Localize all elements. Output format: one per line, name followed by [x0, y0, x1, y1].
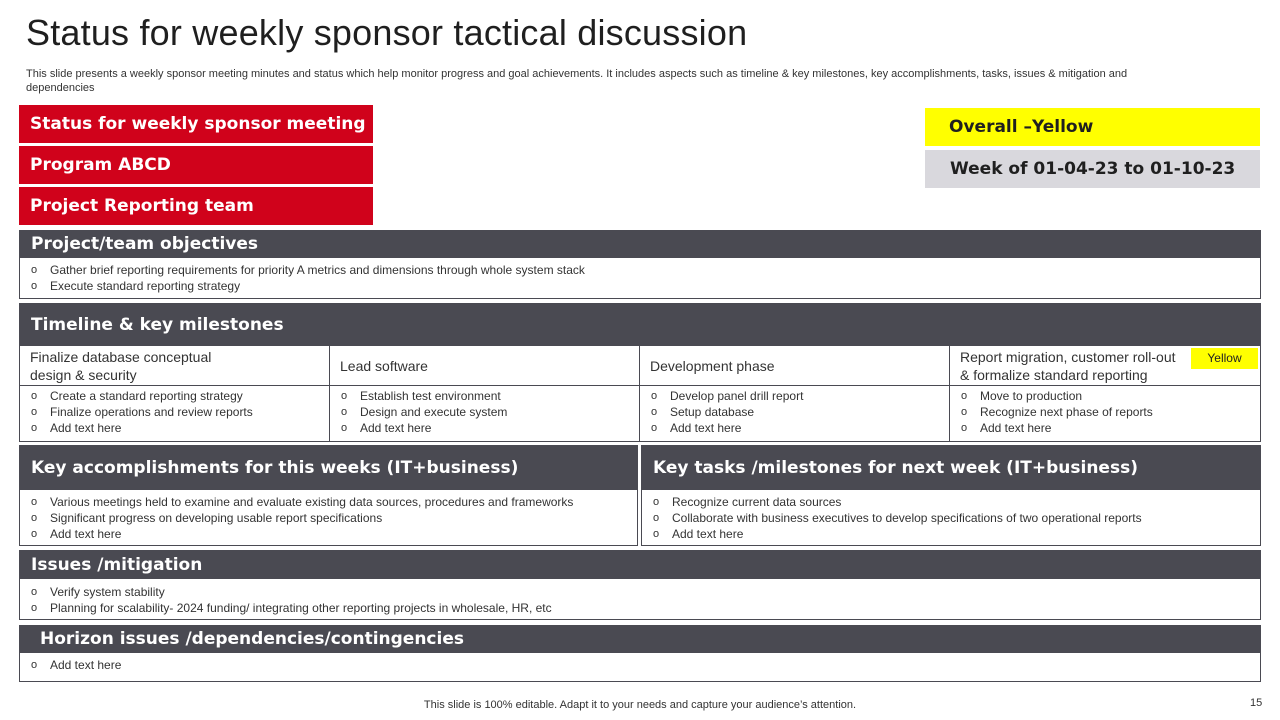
week-range-label: Week of 01-04-23 to 01-10-23 — [925, 150, 1260, 188]
milestone-title: Lead software — [340, 358, 428, 374]
milestone-title: Development phase — [650, 358, 775, 374]
list-item: o Planning for scalability- 2024 funding/ integrating other reporting projects in wholesale, HR, etc — [31, 600, 1260, 616]
tasks-panel — [641, 445, 1261, 546]
footer-note: This slide is 100% editable. Adapt it to your needs and capture your audience’s attention. — [423, 699, 857, 711]
milestone-list — [20, 386, 329, 436]
list-item: o Setup database — [651, 404, 949, 420]
overall-status-badge: Overall –Yellow — [925, 108, 1260, 146]
team-label: Project Reporting team — [19, 187, 373, 225]
tasks-list — [642, 490, 1260, 542]
milestone-status-badge: Yellow — [1191, 348, 1258, 369]
issues-header: Issues /mitigation — [20, 551, 1260, 579]
milestone-column-2 — [330, 346, 640, 442]
list-item: o Finalize operations and review reports — [31, 404, 329, 420]
milestone-column-1 — [20, 346, 330, 442]
milestone-title-line: & formalize standard reporting — [960, 367, 1148, 383]
milestone-list — [330, 386, 639, 436]
list-item: o Add text here — [31, 420, 329, 436]
list-item: o Execute standard reporting strategy — [31, 278, 1260, 294]
accomplishments-list — [20, 490, 637, 542]
list-item: o Design and execute system — [341, 404, 639, 420]
list-item: o Move to production — [961, 388, 1260, 404]
milestone-list — [950, 386, 1260, 436]
horizon-panel — [19, 625, 1261, 682]
list-item: o Create a standard reporting strategy — [31, 388, 329, 404]
timeline-header: Timeline & key milestones — [20, 304, 1260, 346]
page-subtitle: This slide presents a weekly sponsor meeting minutes and status which help monitor progress and goal achievements. It includes aspects such as timeline & key milestones, key accomplishments, tasks, issues & mitigation and dependencies — [26, 68, 1128, 94]
milestone-list — [640, 386, 949, 436]
list-item: o Establish test environment — [341, 388, 639, 404]
program-label: Program ABCD — [19, 146, 373, 184]
list-item: o Add text here — [31, 526, 637, 542]
timeline-panel — [19, 303, 1261, 442]
list-item: o Gather brief reporting requirements for priority A metrics and dimensions through whole system stack — [31, 262, 1260, 278]
objectives-list — [20, 258, 1260, 294]
list-item: o Verify system stability — [31, 584, 1260, 600]
list-item: o Various meetings held to examine and evaluate existing data sources, procedures and frameworks — [31, 494, 637, 510]
list-item: o Add text here — [961, 420, 1260, 436]
horizon-header: Horizon issues /dependencies/contingencies — [20, 626, 1260, 653]
accomplishments-header: Key accomplishments for this weeks (IT+business) — [20, 446, 637, 490]
objectives-header: Project/team objectives — [20, 231, 1260, 258]
milestone-title-line: Finalize database conceptual — [30, 349, 212, 365]
list-item: o Collaborate with business executives to develop specifications of two operational reports — [653, 510, 1260, 526]
list-item: o Recognize current data sources — [653, 494, 1260, 510]
list-item: o Significant progress on developing usable report specifications — [31, 510, 637, 526]
list-item: o Add text here — [341, 420, 639, 436]
horizon-list — [20, 653, 1260, 673]
objectives-panel — [19, 230, 1261, 299]
list-item: o Add text here — [653, 526, 1260, 542]
page-title: Status for weekly sponsor tactical discussion — [26, 12, 748, 53]
page-number: 15 — [1250, 697, 1263, 709]
milestone-title-line: design & security — [30, 367, 137, 383]
milestone-title-line: Report migration, customer roll-out — [960, 349, 1176, 365]
milestone-column-3 — [640, 346, 950, 442]
issues-list — [20, 579, 1260, 616]
status-meeting-label: Status for weekly sponsor meeting — [19, 105, 373, 143]
list-item: o Add text here — [31, 657, 1260, 673]
tasks-header: Key tasks /milestones for next week (IT+business) — [642, 446, 1260, 490]
accomplishments-panel — [19, 445, 638, 546]
milestone-title — [20, 346, 329, 386]
list-item: o Add text here — [651, 420, 949, 436]
issues-panel — [19, 550, 1261, 620]
list-item: o Recognize next phase of reports — [961, 404, 1260, 420]
list-item: o Develop panel drill report — [651, 388, 949, 404]
